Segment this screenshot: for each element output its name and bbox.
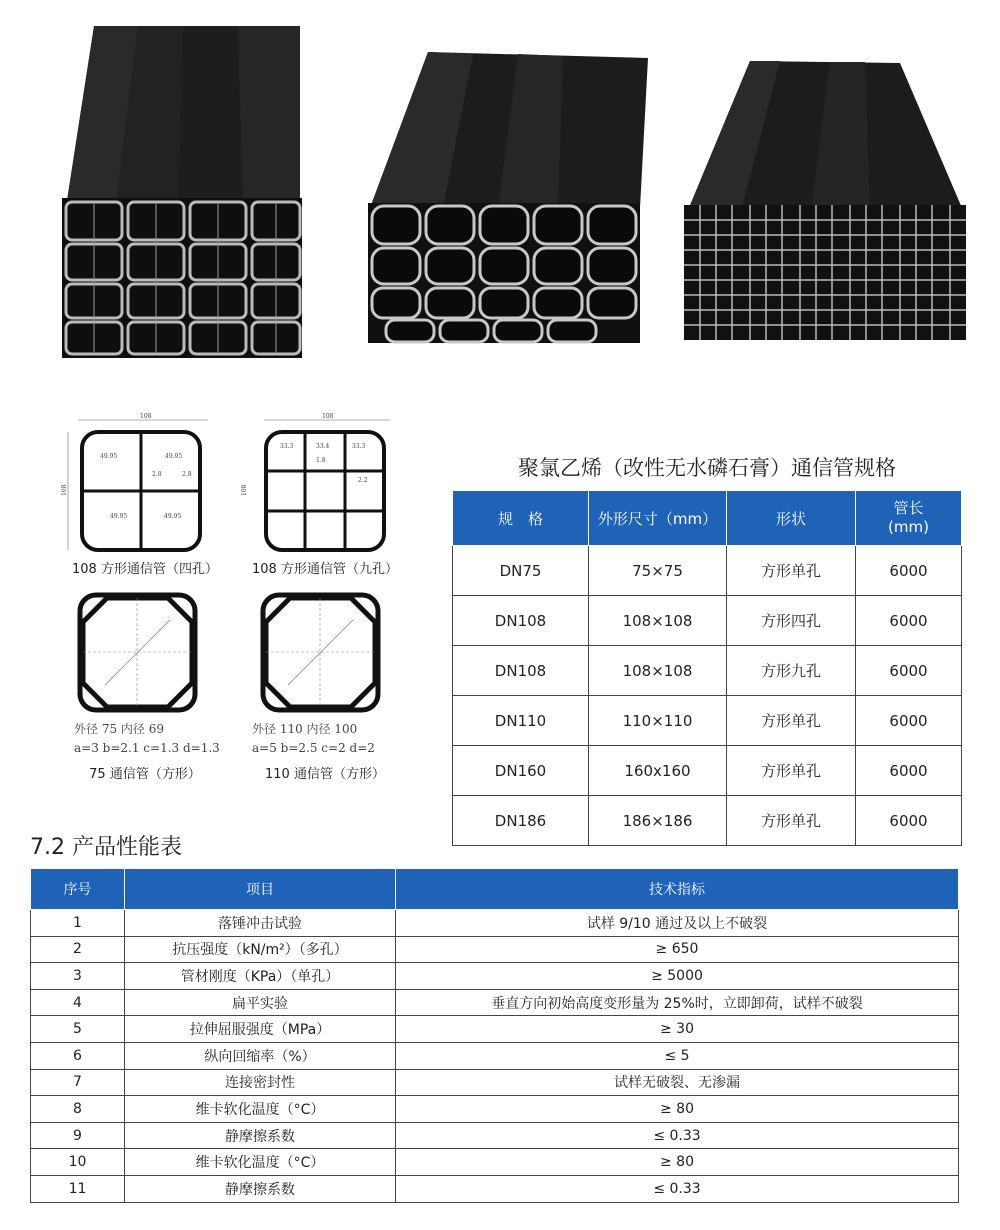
- table-cell: 6000: [856, 746, 962, 796]
- svg-text:49.95: 49.95: [100, 453, 118, 460]
- table-cell: DN108: [453, 646, 589, 696]
- caption-110-pipe: 110 通信管（方形）: [265, 767, 385, 782]
- table-cell: ≤ 0.33: [396, 1122, 959, 1149]
- table-cell: 6000: [856, 646, 962, 696]
- spec-header-cell: 规 格: [453, 491, 589, 546]
- table-cell: ≥ 650: [396, 936, 959, 963]
- caption-75-pipe: 75 通信管（方形）: [89, 767, 201, 782]
- diagram-nine-hole: [240, 410, 410, 559]
- table-cell: 4: [31, 989, 125, 1016]
- perf-header-cell: 项目: [125, 869, 396, 910]
- table-cell: 方形九孔: [727, 646, 856, 696]
- table-cell: 方形四孔: [727, 596, 856, 646]
- photo-nine-hole-pipes: [680, 55, 970, 345]
- table-cell: 108×108: [589, 646, 727, 696]
- table-cell: 抗压强度（kN/m²）（多孔）: [125, 936, 396, 963]
- table-cell: DN108: [453, 596, 589, 646]
- table-row: [31, 963, 959, 990]
- table-cell: 方形单孔: [727, 546, 856, 596]
- spec-75-line2: a=3 b=2.1 c=1.3 d=1.3: [74, 741, 220, 755]
- svg-text:49.95: 49.95: [164, 513, 182, 520]
- table-row: [31, 1016, 959, 1043]
- table-cell: 6000: [856, 596, 962, 646]
- table-row: [31, 1175, 959, 1202]
- perf-table-title: 7.2 产品性能表: [30, 835, 182, 860]
- table-cell: 75×75: [589, 546, 727, 596]
- table-cell: 10: [31, 1149, 125, 1176]
- svg-text:33.3: 33.3: [280, 443, 294, 450]
- table-cell: 6000: [856, 546, 962, 596]
- svg-text:2.8: 2.8: [152, 471, 162, 478]
- table-cell: 连接密封性: [125, 1069, 396, 1096]
- table-cell: 6000: [856, 696, 962, 746]
- table-cell: 6000: [856, 796, 962, 846]
- svg-text:49.95: 49.95: [110, 513, 128, 520]
- spec-110-line2: a=5 b=2.5 c=2 d=2: [252, 741, 375, 755]
- svg-text:33.4: 33.4: [316, 443, 330, 450]
- table-cell: 方形单孔: [727, 796, 856, 846]
- table-cell: 8: [31, 1096, 125, 1123]
- table-cell: ≥ 80: [396, 1096, 959, 1123]
- photo-single-hole-pipes: [358, 48, 648, 348]
- table-cell: 试样无破裂、无渗漏: [396, 1069, 959, 1096]
- table-cell: 管材刚度（KPa）（单孔）: [125, 963, 396, 990]
- table-cell: 5: [31, 1016, 125, 1043]
- table-cell: 3: [31, 963, 125, 990]
- table-row: [453, 596, 962, 646]
- table-row: [31, 989, 959, 1016]
- table-cell: DN75: [453, 546, 589, 596]
- table-row: [31, 1122, 959, 1149]
- table-cell: ≥ 5000: [396, 963, 959, 990]
- caption-nine-hole: 108 方形通信管（九孔）: [252, 562, 398, 577]
- dim-width: 108: [140, 413, 152, 420]
- table-cell: 7: [31, 1069, 125, 1096]
- caption-four-hole: 108 方形通信管（四孔）: [72, 562, 218, 577]
- table-row: [31, 910, 959, 937]
- svg-text:108: 108: [241, 484, 248, 496]
- table-row: [31, 1042, 959, 1069]
- table-cell: 垂直方向初始高度变形量为 25%时，立即卸荷，试样不破裂: [396, 989, 959, 1016]
- table-cell: 1: [31, 910, 125, 937]
- svg-text:1.8: 1.8: [316, 457, 326, 464]
- svg-text:33.3: 33.3: [352, 443, 366, 450]
- spec-table-header-row: [453, 491, 962, 546]
- table-cell: ≥ 80: [396, 1149, 959, 1176]
- table-cell: ≤ 0.33: [396, 1175, 959, 1202]
- table-row: [31, 1069, 959, 1096]
- perf-header-cell: 序号: [31, 869, 125, 910]
- table-cell: 试样 9/10 通过及以上不破裂: [396, 910, 959, 937]
- table-row: [31, 1149, 959, 1176]
- diagram-110-pipe: [258, 590, 388, 719]
- table-cell: 108×108: [589, 596, 727, 646]
- table-cell: 方形单孔: [727, 696, 856, 746]
- table-cell: 方形单孔: [727, 746, 856, 796]
- table-row: [31, 936, 959, 963]
- spec-75-line1: 外径 75 内径 69: [74, 722, 164, 736]
- perf-table-header-row: [31, 869, 959, 910]
- spec-110-line1: 外径 110 内径 100: [252, 722, 358, 736]
- table-cell: 落锤冲击试验: [125, 910, 396, 937]
- table-row: [453, 546, 962, 596]
- table-cell: 扁平实验: [125, 989, 396, 1016]
- spec-header-cell: 形状: [727, 491, 856, 546]
- spec-header-cell: 外形尺寸（mm）: [589, 491, 727, 546]
- table-cell: DN160: [453, 746, 589, 796]
- table-cell: 6: [31, 1042, 125, 1069]
- svg-text:49.95: 49.95: [165, 453, 183, 460]
- table-cell: ≥ 30: [396, 1016, 959, 1043]
- table-row: [453, 746, 962, 796]
- spec-table: [452, 490, 962, 846]
- diagram-75-pipe: [75, 590, 205, 719]
- perf-table: [30, 868, 959, 1203]
- table-cell: 2: [31, 936, 125, 963]
- table-cell: 纵向回缩率（%）: [125, 1042, 396, 1069]
- diagram-four-hole: [60, 410, 230, 559]
- table-cell: 160x160: [589, 746, 727, 796]
- table-cell: DN186: [453, 796, 589, 846]
- dim-height: 108: [61, 484, 68, 496]
- spec-table-title: 聚氯乙烯（改性无水磷石膏）通信管规格: [518, 456, 896, 480]
- table-row: [453, 646, 962, 696]
- perf-header-cell: 技术指标: [396, 869, 959, 910]
- svg-text:2.8: 2.8: [182, 471, 192, 478]
- table-row: [453, 796, 962, 846]
- photo-four-hole-pipes: [38, 20, 308, 365]
- table-cell: 186×186: [589, 796, 727, 846]
- table-cell: 110×110: [589, 696, 727, 746]
- table-row: [453, 696, 962, 746]
- table-cell: DN110: [453, 696, 589, 746]
- table-row: [31, 1096, 959, 1123]
- table-cell: 11: [31, 1175, 125, 1202]
- svg-text:2.2: 2.2: [358, 477, 368, 484]
- table-cell: 维卡软化温度（°C）: [125, 1096, 396, 1123]
- table-cell: ≤ 5: [396, 1042, 959, 1069]
- table-cell: 维卡软化温度（°C）: [125, 1149, 396, 1176]
- table-cell: 静摩擦系数: [125, 1175, 396, 1202]
- svg-text:108: 108: [322, 413, 334, 420]
- table-cell: 静摩擦系数: [125, 1122, 396, 1149]
- table-cell: 9: [31, 1122, 125, 1149]
- table-cell: 拉伸屈服强度（MPa）: [125, 1016, 396, 1043]
- spec-header-cell: 管长 (mm): [856, 491, 962, 546]
